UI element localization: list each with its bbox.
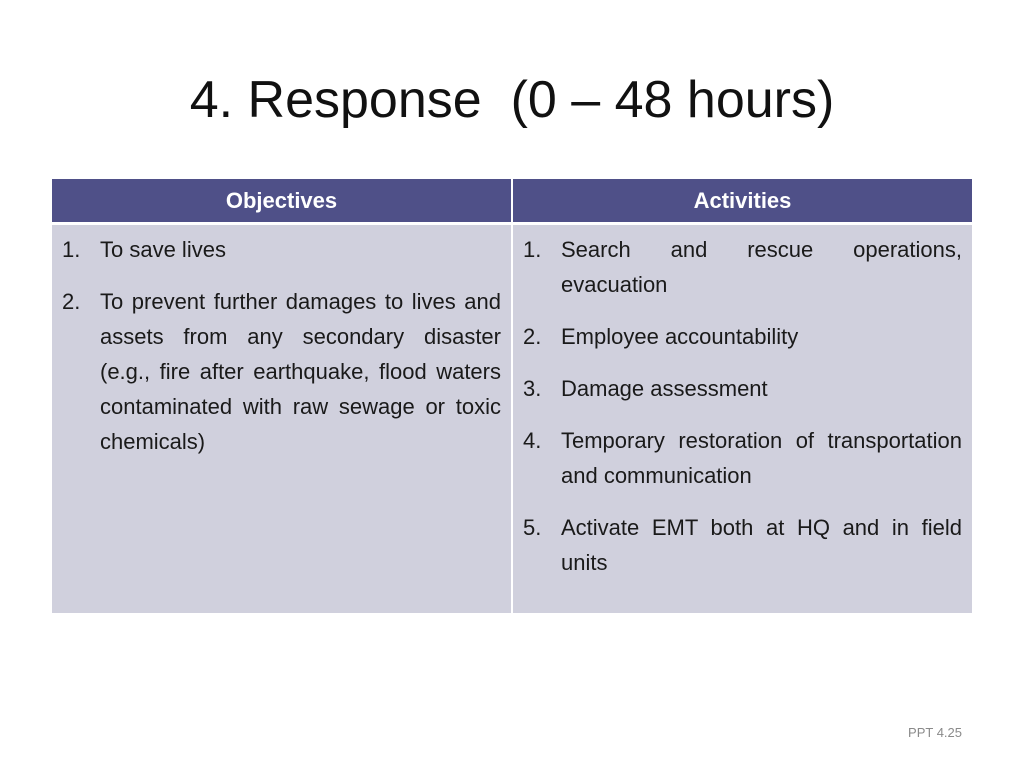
item-text: Employee accountability bbox=[561, 324, 799, 349]
response-table bbox=[52, 179, 972, 613]
objective-item bbox=[62, 232, 501, 267]
item-number: 5. bbox=[523, 515, 542, 540]
item-number: 3. bbox=[523, 376, 542, 401]
table-header-row bbox=[52, 179, 972, 224]
item-number: 2. bbox=[523, 324, 542, 349]
item-text: To prevent further damages to lives and assets from any secondary disaster (e.g., fire after earthquake, flood waters contaminated with raw sewage or toxic chemicals) bbox=[100, 289, 501, 454]
item-text: Search and rescue operations, evacuation bbox=[561, 237, 962, 297]
activity-item bbox=[523, 319, 962, 354]
item-text: Temporary restoration of transportation and communication bbox=[561, 428, 962, 488]
item-text: To save lives bbox=[100, 237, 226, 262]
item-number: 1. bbox=[523, 237, 542, 262]
table-row bbox=[52, 224, 972, 613]
activities-header: Activities bbox=[512, 179, 972, 224]
objective-item bbox=[62, 284, 501, 459]
activities-list bbox=[523, 232, 962, 580]
objectives-header: Objectives bbox=[52, 179, 512, 224]
slide-title: 4. Response (0 – 48 hours) bbox=[189, 71, 835, 129]
item-text: Activate EMT both at HQ and in field units bbox=[561, 515, 962, 575]
objectives-cell bbox=[52, 224, 512, 613]
activity-item bbox=[523, 232, 962, 302]
item-text: Damage assessment bbox=[561, 376, 768, 401]
slide-number: PPT 4.25 bbox=[908, 725, 962, 740]
item-number: 4. bbox=[523, 428, 542, 453]
activity-item bbox=[523, 371, 962, 406]
activities-cell bbox=[512, 224, 972, 613]
activity-item bbox=[523, 423, 962, 493]
item-number: 1. bbox=[62, 237, 81, 262]
objectives-list bbox=[62, 232, 501, 459]
activity-item bbox=[523, 510, 962, 580]
item-number: 2. bbox=[62, 289, 81, 314]
